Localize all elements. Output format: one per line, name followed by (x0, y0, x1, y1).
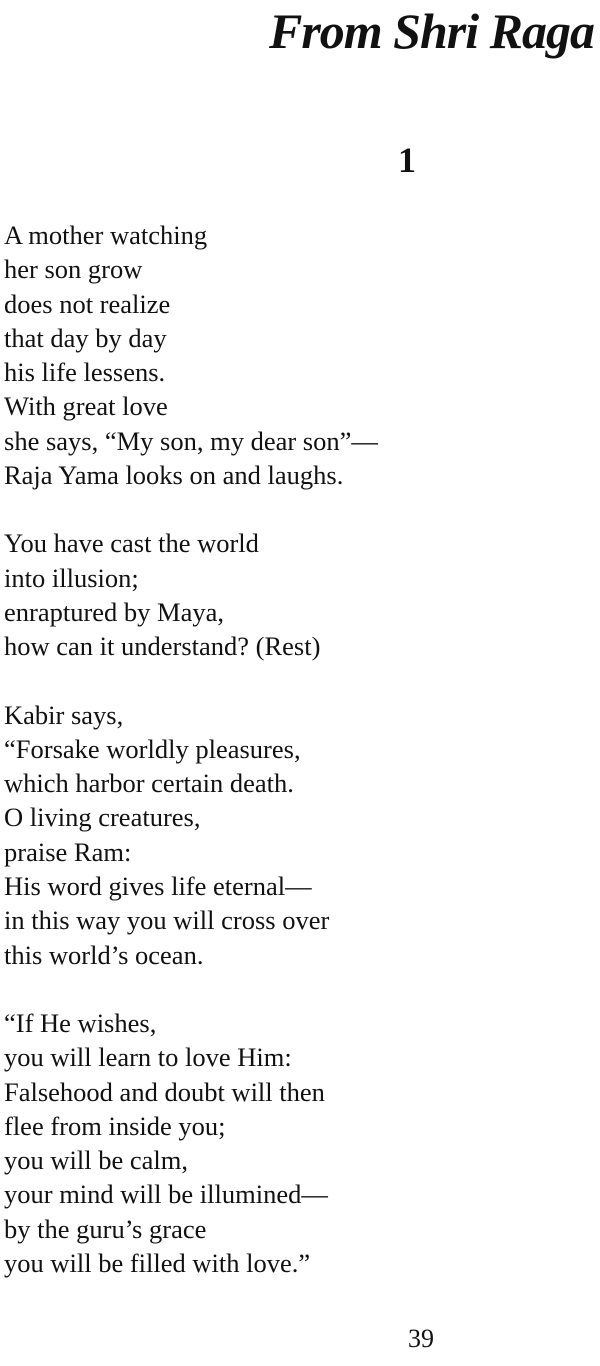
poem-line: which harbor certain death. (4, 768, 294, 799)
stanza-1 (4, 218, 596, 492)
page-title: From Shri Raga (268, 3, 594, 59)
poem-line: this world’s ocean. (4, 939, 204, 970)
poem-line: O living creatures, (4, 802, 201, 833)
stanza-3 (4, 698, 596, 972)
section-number: 1 (398, 140, 416, 180)
poem-line: does not realize (4, 288, 171, 319)
poem-line: “Forsake worldly pleasures, (4, 733, 301, 764)
poem-line: how can it understand? (Rest) (4, 631, 321, 662)
page-number: 39 (408, 1324, 434, 1353)
poem-line: in this way you will cross over (4, 905, 330, 936)
poem-line: her son grow (4, 254, 143, 285)
poem-line: she says, “My son, my dear son”— (4, 425, 378, 456)
poem-line: “If He wishes, (4, 1007, 157, 1038)
poem-line: enraptured by Maya, (4, 596, 225, 627)
stanza-2 (4, 526, 596, 663)
poem-line: With great love (4, 391, 168, 422)
poem-line: by the guru’s grace (4, 1213, 207, 1244)
poem-line: into illusion; (4, 562, 139, 593)
poem-line: that day by day (4, 322, 167, 353)
poem-line: Falsehood and doubt will then (4, 1076, 325, 1107)
poem-line: Raja Yama looks on and laughs. (4, 460, 344, 491)
poem-line: praise Ram: (4, 836, 132, 867)
poem-line: His word gives life eternal— (4, 871, 312, 902)
poem-line: A mother watching (4, 220, 208, 250)
poem-line: you will be filled with love.” (4, 1248, 311, 1279)
poem (4, 218, 596, 1314)
stanza-4 (4, 1006, 596, 1280)
poem-line: Kabir says, (4, 699, 124, 730)
poem-line: you will learn to love Him: (4, 1042, 292, 1073)
poem-line: his life lessens. (4, 357, 166, 388)
poem-line: you will be calm, (4, 1145, 188, 1176)
poem-line: flee from inside you; (4, 1110, 226, 1141)
poem-line: your mind will be illumined— (4, 1179, 328, 1210)
poem-line: You have cast the world (4, 528, 259, 559)
